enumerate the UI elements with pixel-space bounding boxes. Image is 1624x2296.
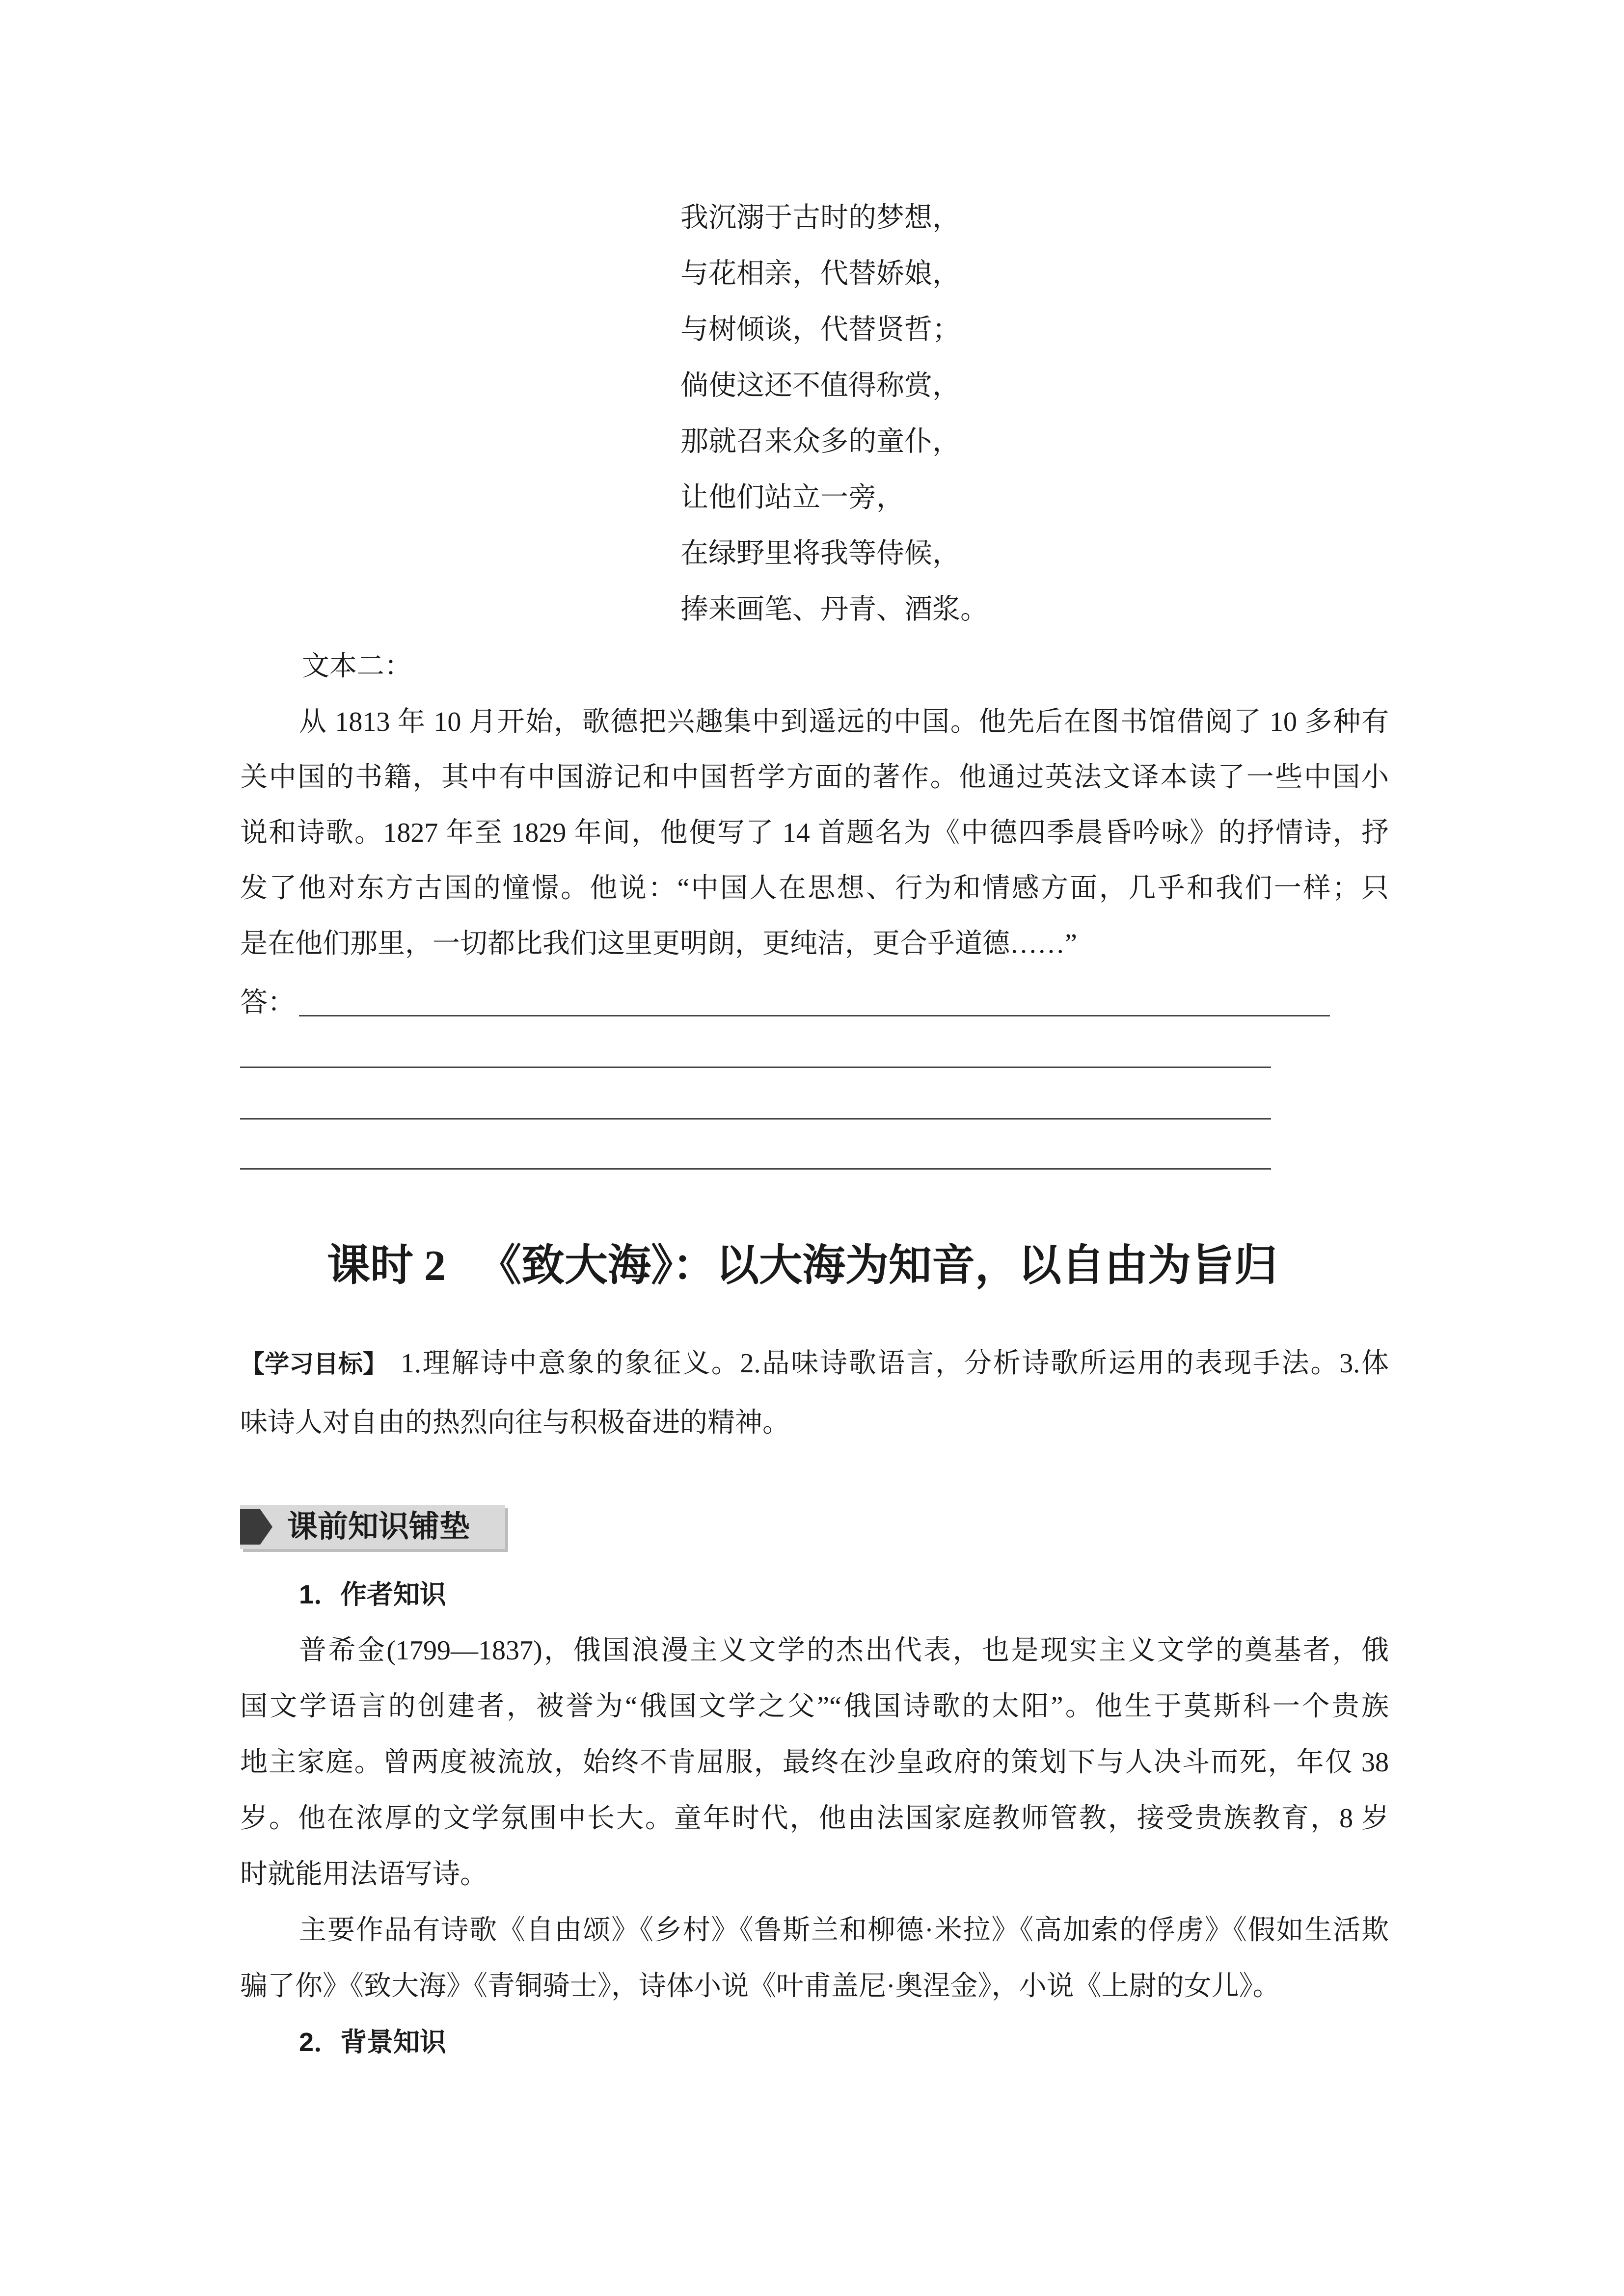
lesson-title [327,1237,1277,1296]
paragraph-line: 岁。他在浓厚的文学氛围中长大。童年时代，他由法国家庭教师管教，接受贵族教育，8 岁 [240,1803,1389,1834]
background-heading: 2．背景知识 [299,2028,447,2057]
objectives-label: 【学习目标】 [240,1350,387,1378]
lesson-name: 《致大海》：以大海为知音，以自由为旨归 [478,1242,1278,1290]
learning-objectives [240,1334,1389,1452]
paragraph-line: 地主家庭。曾两度被流放，始终不肯屈服，最终在沙皇政府的策划下与人决斗而死，年仅 38 [240,1747,1389,1778]
passage-line: 说和诗歌。1827 年至 1829 年间，他便写了 14 首题名为《中德四季晨昏吟咏》的抒情诗，抒 [240,818,1389,848]
objectives-text: 味诗人对自由的热烈向往与积极奋进的精神。 [240,1408,790,1438]
author-heading: 1．作者知识 [299,1580,447,1609]
paragraph-line: 国文学语言的创建者，被誉为“俄国文学之父”“俄国诗歌的太阳”。他生于莫斯科一个贵族 [240,1691,1389,1722]
poem-line: 那就召来众多的童仆， [680,426,960,457]
poem-line: 与树倾谈，代替贤哲； [680,314,960,345]
poem-line: 在绿野里将我等侍候， [680,538,960,569]
poem-line: 与花相亲，代替娇娘， [680,258,960,289]
author-knowledge [240,1567,1389,2070]
lesson-number: 课时 2 [327,1242,446,1290]
paragraph-line: 主要作品有诗歌《自由颂》《乡村》《鲁斯兰和柳德·米拉》《高加索的俘虏》《假如生活欺 [299,1915,1389,1946]
poem-line: 我沉溺于古时的梦想， [680,202,960,233]
passage-line: 发了他对东方古国的憧憬。他说：“中国人在思想、行为和情感方面，几乎和我们一样；只 [240,873,1389,904]
paragraph-line: 时就能用法语写诗。 [240,1859,487,1890]
answer-line [240,1118,1271,1120]
passage-line: 从 1813 年 10 月开始，歌德把兴趣集中到遥远的中国。他先后在图书馆借阅了 10 多种有 [299,707,1389,737]
poem [680,190,988,638]
text-two-label: 文本二： [302,651,412,682]
section-header [240,1505,505,1549]
paragraph-line: 普希金(1799—1837)，俄国浪漫主义文学的杰出代表，也是现实主义文学的奠基者，俄 [299,1635,1389,1666]
poem-line: 让他们站立一旁， [680,482,904,513]
section-title: 课前知识铺垫 [287,1510,470,1544]
arrow-tab-icon [240,1509,272,1545]
answer-line [299,1015,1330,1016]
answer-line [240,1067,1271,1068]
poem-line: 倘使这还不值得称赏， [680,370,960,401]
paragraph-line: 骗了你》《致大海》《青铜骑士》，诗体小说《叶甫盖尼·奥涅金》，小说《上尉的女儿》。 [240,1971,1280,2002]
objectives-first-line [240,1334,1389,1393]
passage-line: 是在他们那里，一切都比我们这里更明朗，更纯洁，更合乎道德……” [240,929,1077,959]
answer-line [240,1168,1271,1170]
objectives-text: 1.理解诗中意象的象征义。2.品味诗歌语言，分析诗歌所运用的表现手法。3.体 [401,1348,1389,1379]
answer-label: 答： [240,988,295,1018]
text-two-passage [240,639,1389,972]
poem-line: 捧来画笔、丹青、酒浆。 [680,594,988,625]
passage-line: 关中国的书籍，其中有中国游记和中国哲学方面的著作。他通过英法文译本读了一些中国小 [240,762,1389,793]
